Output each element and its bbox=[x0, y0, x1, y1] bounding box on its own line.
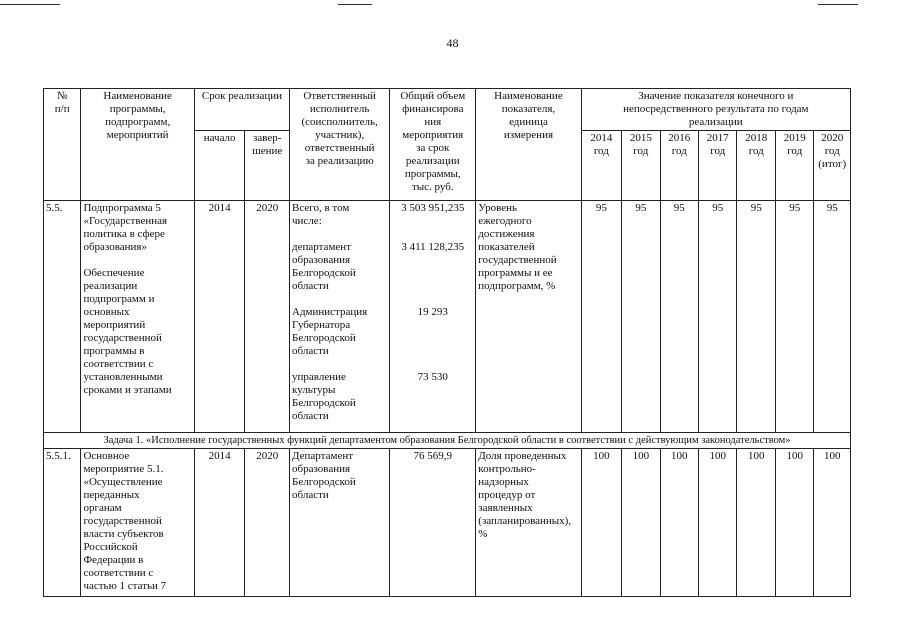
row1-exec-governor-admin: Администрация Губернатора Белгородской области bbox=[292, 306, 368, 357]
table-row bbox=[44, 449, 851, 597]
header-indicator-text: Наименование показателя, единица измерения bbox=[494, 90, 563, 141]
row1-value-2017-text: 95 bbox=[712, 202, 724, 214]
table-row bbox=[44, 201, 851, 433]
header-period bbox=[194, 89, 289, 131]
row1-fin-total: 3 503 951,235 bbox=[401, 202, 465, 214]
header-values-title-text: Значение показателя конечного и непосредственного результата по годам реализации bbox=[623, 90, 809, 128]
row1-fin-governor-admin: 19 293 bbox=[417, 306, 448, 318]
row1-fin-dept-education: 3 411 128,235 bbox=[401, 241, 465, 253]
header-executor-text: Ответственный исполнитель (соисполнитель, участник), ответственный за реализацию bbox=[301, 90, 378, 167]
row2-value-2016 bbox=[660, 449, 698, 597]
row2-value-2018-text: 100 bbox=[747, 450, 765, 462]
header-period-end bbox=[245, 131, 290, 201]
row2-end bbox=[245, 449, 290, 597]
row2-indicator-text: Доля проведенных контрольно- надзорных процедур от заявленных (запланированных), % bbox=[478, 450, 572, 540]
row2-value-2020 bbox=[814, 449, 851, 597]
page-number: 48 bbox=[446, 36, 459, 50]
row2-value-2019-text: 100 bbox=[786, 450, 803, 462]
header-year-2014-text: 2014 год bbox=[590, 132, 613, 157]
row1-value-2016-text: 95 bbox=[673, 202, 685, 214]
row2-value-2015-text: 100 bbox=[632, 450, 650, 462]
header-year-2019-text: 2019 год bbox=[783, 132, 806, 157]
row1-num-text: 5.5. bbox=[46, 202, 63, 214]
row1-financing bbox=[390, 201, 476, 433]
top-rule-mid bbox=[338, 4, 372, 5]
row1-end-text: 2020 bbox=[256, 202, 279, 214]
header-row-1 bbox=[44, 89, 851, 131]
row2-executor-text: Департамент образования Белгородской области bbox=[292, 450, 356, 501]
row2-value-2014 bbox=[581, 449, 621, 597]
row1-name-description: Обеспечение реализации подпрограмм и основных мероприятий государственной программы в соответствии с установленными сроками и этапами bbox=[83, 267, 172, 396]
row2-end-text: 2020 bbox=[256, 450, 279, 462]
row2-num-text: 5.5.1. bbox=[46, 450, 71, 462]
header-period-end-text: завер- шение bbox=[252, 132, 283, 157]
header-values-title bbox=[581, 89, 850, 131]
header-financing-text: Общий объем финансирова ния мероприятия за срок реализации программы, тыс. руб. bbox=[400, 90, 466, 193]
row2-executor bbox=[290, 449, 390, 597]
row2-value-2016-text: 100 bbox=[671, 450, 688, 462]
row2-num bbox=[44, 449, 81, 597]
row1-exec-dept-education: департамент образования Белгородской области bbox=[292, 241, 356, 292]
row1-indicator-text: Уровень ежегодного достижения показателей государственной программы и ее подпрограмм, % bbox=[478, 202, 557, 292]
header-executor bbox=[290, 89, 390, 201]
row1-end bbox=[245, 201, 290, 433]
row2-financing-text: 76 569,9 bbox=[413, 450, 453, 462]
row1-start bbox=[194, 201, 245, 433]
header-year-2016 bbox=[660, 131, 698, 201]
header-year-2016-text: 2016 год bbox=[668, 132, 691, 157]
row1-num bbox=[44, 201, 81, 433]
header-year-2015-text: 2015 год bbox=[629, 132, 652, 157]
row1-value-2017 bbox=[699, 201, 737, 433]
row2-value-2018 bbox=[737, 449, 775, 597]
row2-value-2020-text: 100 bbox=[823, 450, 841, 462]
row2-value-2017 bbox=[699, 449, 737, 597]
row1-name-subprogram: Подпрограмма 5 «Государственная политика в сфере образования» bbox=[83, 202, 168, 253]
program-table bbox=[43, 88, 851, 597]
header-year-2020 bbox=[814, 131, 851, 201]
row1-value-2020-text: 95 bbox=[826, 202, 838, 214]
row1-value-2014 bbox=[581, 201, 621, 433]
row1-value-2014-text: 95 bbox=[595, 202, 607, 214]
row1-name bbox=[81, 201, 194, 433]
row1-value-2018-text: 95 bbox=[750, 202, 762, 214]
row2-name-text: Основное мероприятие 5.1. «Осуществление переданных органам государственной власти субъектов Российской Федерации в соответствии с частью 1 статьи 7 bbox=[83, 450, 167, 592]
header-period-start bbox=[194, 131, 245, 201]
row2-value-2019 bbox=[775, 449, 813, 597]
header-financing bbox=[390, 89, 476, 201]
header-year-2015 bbox=[622, 131, 660, 201]
header-year-2018 bbox=[737, 131, 775, 201]
task1-text: Задача 1. «Исполнение государственных функций департаментом образования Белгородской области в соответствии с действующим законодательством» bbox=[103, 435, 791, 446]
row1-value-2015-text: 95 bbox=[635, 202, 647, 214]
header-year-2019 bbox=[775, 131, 813, 201]
row2-name bbox=[81, 449, 194, 597]
header-year-2014 bbox=[581, 131, 621, 201]
header-indicator bbox=[476, 89, 581, 201]
top-rule-right bbox=[818, 4, 858, 5]
row1-fin-culture: 73 530 bbox=[417, 371, 448, 383]
top-rule-left bbox=[0, 4, 60, 5]
row1-value-2019 bbox=[775, 201, 813, 433]
header-year-2017 bbox=[699, 131, 737, 201]
header-year-2018-text: 2018 год bbox=[745, 132, 768, 157]
task-row bbox=[44, 433, 851, 449]
task1-cell bbox=[44, 433, 851, 449]
header-num-text: № п/п bbox=[54, 90, 70, 115]
header-period-start-text: начало bbox=[203, 132, 236, 144]
row1-value-2020 bbox=[814, 201, 851, 433]
row1-value-2015 bbox=[622, 201, 660, 433]
row1-value-2018 bbox=[737, 201, 775, 433]
header-name-text: Наименование программы, подпрограмм, мероприятий bbox=[103, 90, 172, 141]
header-period-text: Срок реализации bbox=[201, 90, 283, 102]
row1-start-text: 2014 bbox=[208, 202, 231, 214]
header-year-2017-text: 2017 год bbox=[706, 132, 729, 157]
row2-start-text: 2014 bbox=[208, 450, 231, 462]
header-num bbox=[44, 89, 81, 201]
row1-exec-total: Всего, в том числе: bbox=[292, 202, 350, 227]
row2-value-2014-text: 100 bbox=[593, 450, 610, 462]
header-name bbox=[81, 89, 194, 201]
row1-value-2016 bbox=[660, 201, 698, 433]
row1-indicator bbox=[476, 201, 581, 433]
row2-indicator bbox=[476, 449, 581, 597]
row1-exec-culture: управление культуры Белгородской области bbox=[292, 371, 356, 422]
row2-value-2017-text: 100 bbox=[709, 450, 726, 462]
row2-start bbox=[194, 449, 245, 597]
row2-financing bbox=[390, 449, 476, 597]
row2-value-2015 bbox=[622, 449, 660, 597]
row1-value-2019-text: 95 bbox=[789, 202, 801, 214]
header-year-2020-text: 2020 год (итог) bbox=[818, 132, 847, 170]
row1-executor bbox=[290, 201, 390, 433]
